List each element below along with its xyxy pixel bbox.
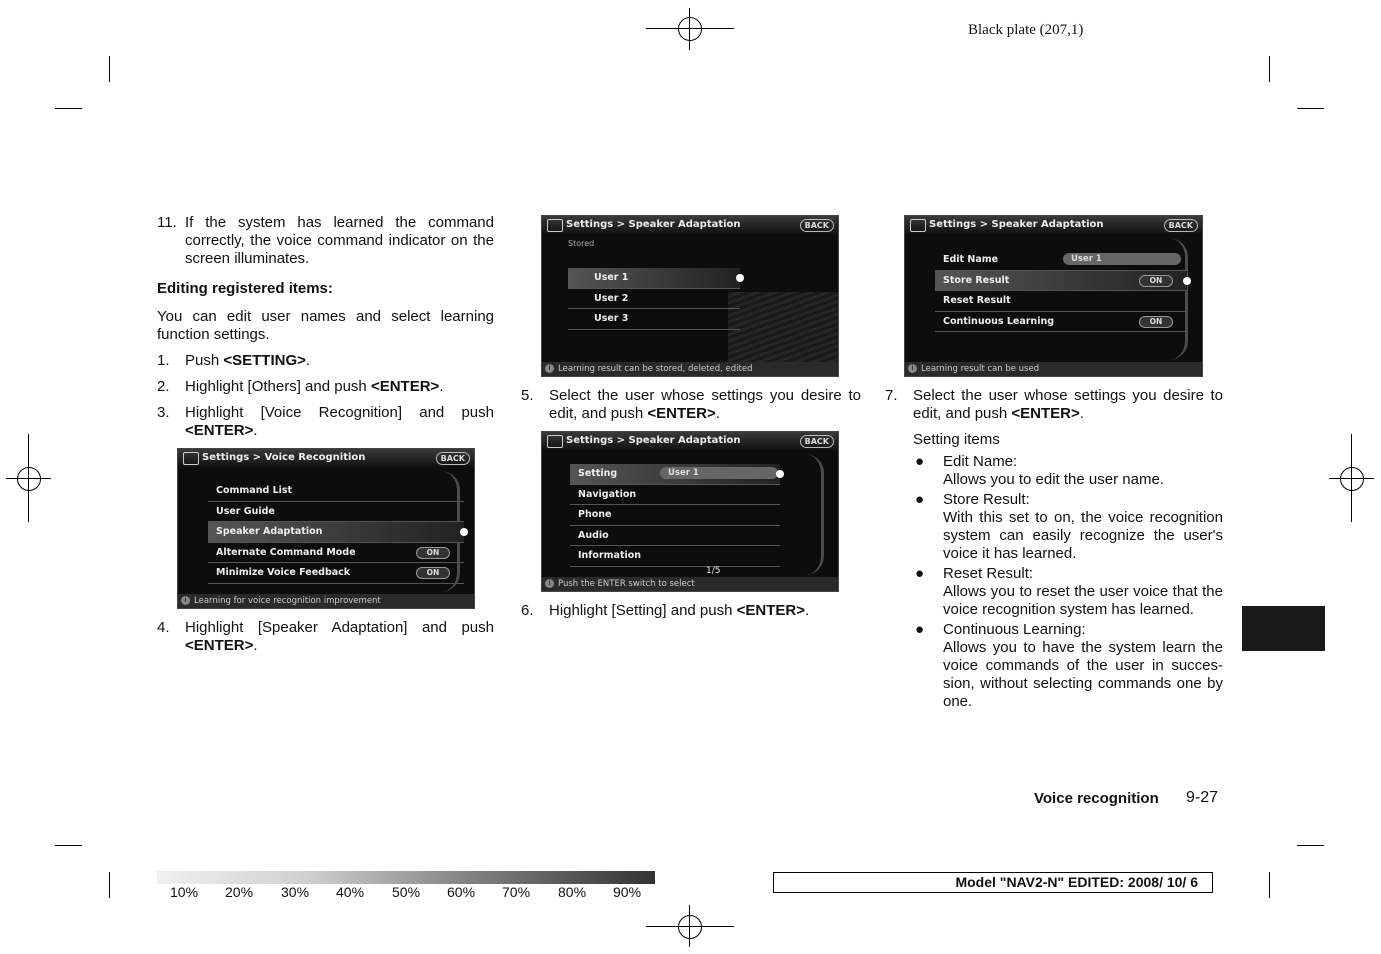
step-text: Highlight [Speaker Adaptation] and push <ENTER>. bbox=[185, 619, 494, 654]
crop-mark bbox=[1269, 56, 1270, 82]
menu-list bbox=[208, 481, 464, 584]
bullet-icon: ● bbox=[915, 491, 925, 508]
registration-mark bbox=[678, 915, 702, 939]
step-number: 2. bbox=[157, 378, 170, 395]
user-item-selected[interactable]: User 1 bbox=[568, 268, 740, 289]
percent-label: 30% bbox=[281, 884, 310, 900]
step-text: Select the user whose settings you desire to edit, and push <ENTER>. bbox=[549, 387, 861, 422]
stored-label: Stored bbox=[568, 239, 595, 248]
screen-title: Settings > Speaker Adaptation bbox=[929, 219, 1104, 230]
user-name-field: User 1 bbox=[660, 467, 778, 479]
menu-item[interactable]: User Guide bbox=[208, 502, 464, 523]
menu-item[interactable]: Command List bbox=[208, 481, 464, 502]
user-item[interactable]: User 2 bbox=[568, 289, 740, 310]
column-3 bbox=[885, 215, 1223, 713]
menu-icon bbox=[910, 219, 926, 232]
bullet-icon: ● bbox=[915, 565, 925, 582]
setting-items-list bbox=[885, 453, 1223, 711]
percent-label: 60% bbox=[447, 884, 476, 900]
page-indicator: 1/5 bbox=[706, 566, 721, 576]
crop-mark bbox=[109, 872, 110, 898]
list-item: ● Edit Name: Allows you to edit the user name. bbox=[915, 453, 1164, 488]
crop-mark bbox=[55, 108, 82, 109]
decorative-floor bbox=[728, 292, 838, 362]
back-button[interactable]: BACK bbox=[1164, 219, 1198, 232]
screen-title-bar bbox=[542, 216, 838, 234]
screenshot-speaker-adaptation bbox=[541, 215, 839, 377]
menu-item[interactable]: Alternate Command Mode ON bbox=[208, 543, 464, 564]
step-text: Highlight [Others] and push <ENTER>. bbox=[185, 378, 444, 395]
screen-title: Settings > Speaker Adaptation bbox=[566, 435, 741, 446]
back-button[interactable]: BACK bbox=[800, 219, 834, 232]
percent-label: 50% bbox=[392, 884, 421, 900]
screenshot-voice-recognition bbox=[177, 448, 475, 609]
toggle-indicator: ON bbox=[1139, 275, 1173, 287]
step-text: Select the user whose settings you desire to edit, and push <ENTER>. bbox=[913, 387, 1223, 422]
step-number: 11. bbox=[157, 214, 177, 231]
step-5 bbox=[521, 387, 861, 423]
crop-mark bbox=[55, 845, 82, 846]
cursor-dot bbox=[1183, 277, 1191, 285]
step-text: Highlight [Voice Recognition] and push <ENTER>. bbox=[185, 404, 494, 439]
column-2 bbox=[521, 215, 861, 628]
menu-item[interactable]: Reset Result bbox=[935, 291, 1187, 312]
registration-mark bbox=[678, 17, 702, 41]
screen-title: Settings > Voice Recognition bbox=[202, 452, 366, 463]
chapter-tab bbox=[1242, 606, 1325, 651]
step-3 bbox=[157, 404, 494, 440]
user-name-field: User 1 bbox=[1063, 253, 1181, 265]
step-number: 6. bbox=[521, 602, 534, 619]
section-heading: Editing registered items: bbox=[157, 280, 333, 297]
toggle-indicator: ON bbox=[416, 547, 450, 559]
screen-footer: i Learning for voice recognition improvement bbox=[178, 594, 474, 608]
step-text: If the system has learned the command correctly, the voice command indicator on the screen illuminates. bbox=[185, 214, 494, 267]
registration-mark bbox=[1340, 467, 1364, 491]
menu-item[interactable]: Continuous Learning ON bbox=[935, 312, 1187, 333]
screen-title-bar bbox=[178, 449, 474, 467]
step-number: 1. bbox=[157, 352, 170, 369]
menu-item[interactable]: Information bbox=[570, 546, 780, 567]
screen-footer: i Learning result can be stored, deleted, edited bbox=[542, 362, 838, 376]
toggle-indicator: ON bbox=[416, 567, 450, 579]
screenshot-user-settings bbox=[904, 215, 1203, 377]
step-number: 3. bbox=[157, 404, 170, 421]
step-7 bbox=[885, 387, 1223, 423]
menu-item[interactable]: Edit Name User 1 bbox=[935, 250, 1187, 271]
back-button[interactable]: BACK bbox=[800, 435, 834, 448]
list-item: ● Continuous Learning: Allows you to have the system learn the voice commands of the user in succes-sion, without selecting commands one by one. bbox=[915, 621, 1223, 710]
list-item: ● Reset Result: Allows you to reset the user voice that the voice recognition system has learned. bbox=[915, 565, 1223, 618]
step-text: Highlight [Setting] and push <ENTER>. bbox=[549, 602, 810, 619]
cursor-dot bbox=[736, 274, 744, 282]
percent-label: 40% bbox=[336, 884, 365, 900]
percent-label: 80% bbox=[558, 884, 587, 900]
menu-item[interactable]: Audio bbox=[570, 526, 780, 547]
percent-label: 90% bbox=[613, 884, 642, 900]
menu-item-selected[interactable]: Setting User 1 bbox=[570, 464, 780, 485]
percent-label: 70% bbox=[502, 884, 531, 900]
crop-mark bbox=[1269, 872, 1270, 898]
user-item[interactable]: User 3 bbox=[568, 309, 740, 330]
menu-icon bbox=[547, 219, 563, 232]
screen-title-bar bbox=[905, 216, 1202, 234]
cursor-dot bbox=[776, 470, 784, 478]
menu-item[interactable]: Navigation bbox=[570, 485, 780, 506]
step-6 bbox=[521, 602, 861, 620]
step-text: Push <SETTING>. bbox=[185, 352, 311, 369]
cursor-dot bbox=[460, 528, 468, 536]
screen-footer: i Learning result can be used bbox=[905, 362, 1202, 376]
step-4 bbox=[157, 619, 494, 655]
menu-item-selected[interactable]: Store Result ON bbox=[935, 271, 1187, 292]
crop-mark bbox=[1297, 108, 1324, 109]
registration-mark bbox=[17, 467, 41, 491]
step-11 bbox=[157, 214, 494, 268]
setting-list bbox=[570, 464, 780, 567]
bullet-icon: ● bbox=[915, 621, 925, 638]
step-number: 4. bbox=[157, 619, 170, 636]
menu-item[interactable]: Phone bbox=[570, 505, 780, 526]
intro-paragraph: You can edit user names and select learning function settings. bbox=[157, 308, 494, 343]
section-name: Voice recognition bbox=[1034, 790, 1159, 807]
bullet-icon: ● bbox=[915, 453, 925, 470]
screen-title-bar bbox=[542, 432, 838, 450]
menu-item[interactable]: Minimize Voice Feedback ON bbox=[208, 563, 464, 584]
page-number: 9-27 bbox=[1186, 789, 1219, 806]
screenshot-setting-menu bbox=[541, 431, 839, 592]
menu-item-selected[interactable]: Speaker Adaptation bbox=[208, 522, 464, 543]
crop-mark bbox=[109, 56, 110, 82]
screen-title: Settings > Speaker Adaptation bbox=[566, 219, 741, 230]
user-settings-list bbox=[935, 250, 1187, 332]
menu-icon bbox=[547, 435, 563, 448]
model-info: Model "NAV2-N" EDITED: 2008/ 10/ 6 bbox=[773, 872, 1213, 893]
screen-footer: i Push the ENTER switch to select bbox=[542, 577, 838, 591]
back-button[interactable]: BACK bbox=[436, 452, 470, 465]
column-1 bbox=[157, 214, 494, 663]
user-list bbox=[568, 268, 740, 330]
percent-label: 20% bbox=[225, 884, 254, 900]
toggle-indicator: ON bbox=[1139, 316, 1173, 328]
menu-icon bbox=[183, 452, 199, 465]
step-number: 7. bbox=[885, 387, 898, 404]
crop-mark bbox=[1297, 845, 1324, 846]
percent-label: 10% bbox=[170, 884, 199, 900]
step-number: 5. bbox=[521, 387, 534, 404]
plate-label: Black plate (207,1) bbox=[968, 22, 1084, 38]
step-2 bbox=[157, 378, 494, 396]
setting-items-label: Setting items bbox=[913, 431, 1000, 448]
decorative-curve bbox=[805, 454, 824, 575]
step-1 bbox=[157, 352, 494, 370]
gray-scale-bar bbox=[157, 871, 655, 884]
list-item: ● Store Result: With this set to on, the voice recognition system can easily recognize the user's voice it has learned. bbox=[915, 491, 1223, 562]
